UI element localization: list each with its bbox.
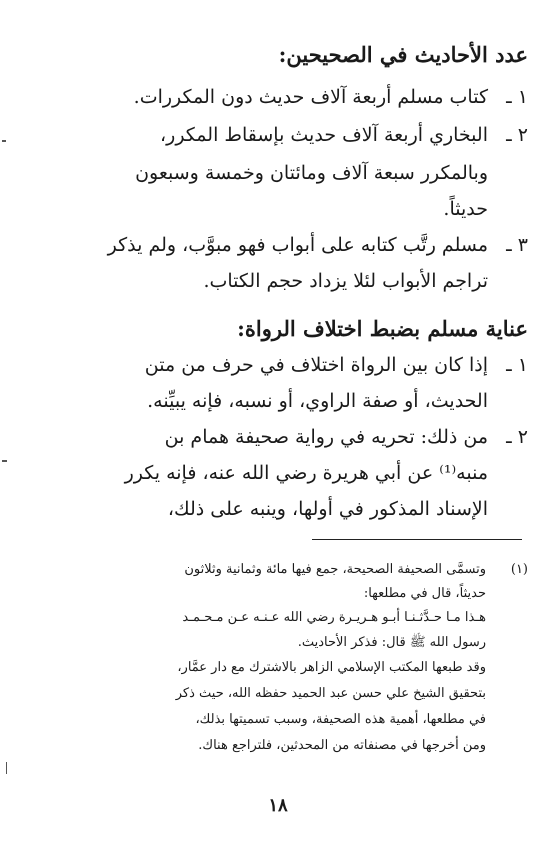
footnote-line: هـذا مـا حـدَّثـنـا أبـو هـريـرة رضي الله عـنـه عـن مـحـمـد bbox=[182, 610, 486, 625]
item-text-line: من ذلك: تحريه في رواية صحيفة همام بن bbox=[164, 426, 488, 448]
section-heading-hadith-count: عدد الأحاديث في الصحيحين: bbox=[278, 42, 528, 67]
item-text-line: وبالمكرر سبعة آلاف ومائتان وخمسة وسبعون bbox=[135, 162, 488, 184]
item-number: ٢ ـ bbox=[506, 426, 528, 448]
item-text-line: تراجم الأبواب لئلا يزداد حجم الكتاب. bbox=[203, 270, 488, 292]
footnote-line: بتحقيق الشيخ علي حسن عبد الحميد حفظه الله، حيث ذكر bbox=[175, 686, 486, 701]
footnote-line: ومن أخرجها في مصنفاته من المحدثين، فلتراجع هناك. bbox=[198, 738, 486, 753]
scan-mark bbox=[2, 140, 6, 142]
item-number: ١ ـ bbox=[506, 86, 528, 108]
section-heading-narrator-differences: عناية مسلم بضبط اختلاف الرواة: bbox=[237, 316, 528, 341]
footnote-line: رسول الله ﷺ قال: فذكر الأحاديث. bbox=[297, 635, 486, 650]
item-text-line: الإسناد المذكور في أولها، وينبه على ذلك، bbox=[167, 498, 488, 520]
item-text-line: الحديث، أو صفة الراوي، أو نسبه، فإنه يبيِّنه. bbox=[147, 390, 488, 412]
footnote-line: وتسمَّى الصحيفة الصحيحة، جمع فيها مائة وثمانية وثلاثون bbox=[184, 562, 486, 577]
scan-mark bbox=[2, 460, 7, 462]
footnote-separator bbox=[312, 539, 522, 540]
footnote-line: حديثاً، قال في مطلعها: bbox=[363, 586, 486, 601]
item-text-line: حديثاً. bbox=[443, 198, 488, 220]
item-text-line: إذا كان بين الرواة اختلاف في حرف من متن bbox=[144, 354, 488, 376]
item-text-line: البخاري أربعة آلاف حديث بإسقاط المكرر، bbox=[160, 124, 488, 146]
item-number: ١ ـ bbox=[506, 354, 528, 376]
item-text-line: منبه⁽¹⁾ عن أبي هريرة رضي الله عنه، فإنه يكرر bbox=[124, 462, 488, 484]
item-text-line: مسلم رتَّب كتابه على أبواب فهو مبوَّب، ولم يذكر bbox=[107, 234, 488, 256]
footnote-number: (١) bbox=[510, 562, 528, 577]
scan-mark bbox=[6, 762, 7, 774]
item-number: ٢ ـ bbox=[506, 124, 528, 146]
footnote-line: في مطلعها، أهمية هذه الصحيفة، وسبب تسميتها بذلك، bbox=[195, 712, 486, 727]
item-number: ٣ ـ bbox=[506, 234, 528, 256]
footnote-line: وقد طبعها المكتب الإسلامي الزاهر بالاشترك مع دار عمَّار، bbox=[177, 660, 486, 675]
page-number: ١٨ bbox=[268, 795, 288, 816]
item-text-line: كتاب مسلم أربعة آلاف حديث دون المكررات. bbox=[133, 86, 488, 108]
